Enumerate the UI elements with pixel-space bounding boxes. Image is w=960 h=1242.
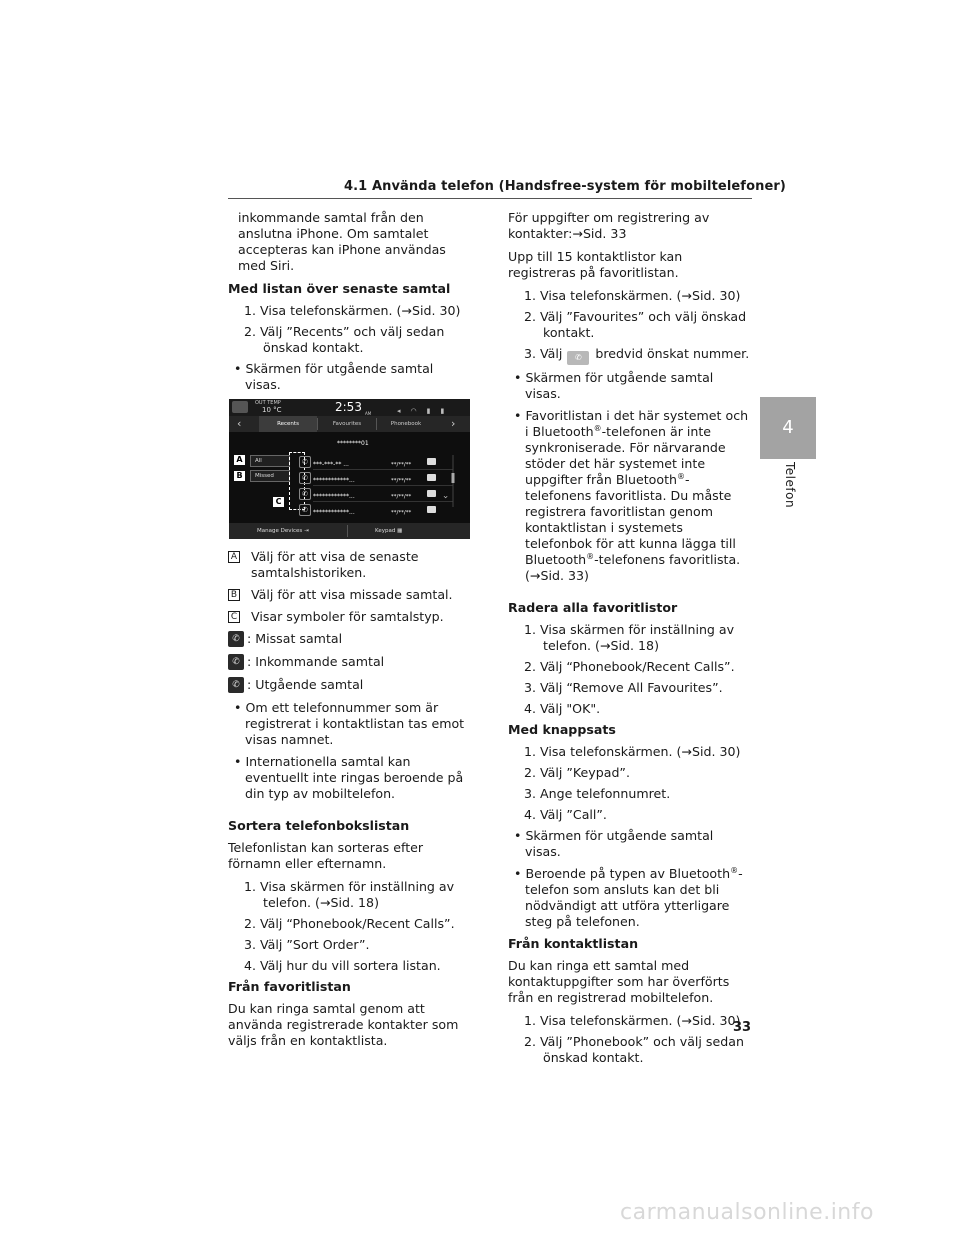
- intro-text: inkommande samtal från den anslutna iPhone. Om samtalet accepteras kan iPhone användas med Siri.: [238, 210, 446, 273]
- sort-step-3: 3. Välj ”Sort Order”.: [244, 937, 370, 952]
- status-bar: [229, 399, 470, 416]
- fav-step-3: 3. Välj ✆ bredvid önskat nummer.: [514, 346, 752, 365]
- bottom-bar: [229, 523, 470, 539]
- page-header: 4.1 Använda telefon (Handsfree-system för mobiltelefoner): [344, 179, 786, 194]
- chapter-tab: 4: [760, 397, 816, 459]
- sort-step-1: 1. Visa skärmen för inställning av telefon. (→Sid. 18): [244, 879, 455, 910]
- missed-call-icon: ✆: [228, 631, 244, 647]
- tab-phonebook[interactable]: Phonebook: [390, 421, 422, 427]
- clock-ampm: AM: [365, 411, 372, 416]
- filter-all-button[interactable]: All: [250, 455, 290, 467]
- phone-tabs: [229, 416, 470, 432]
- fav-bullet-2: • Favoritlistan i det här systemet och i Bluetooth®-telefonen är inte synkroniserade. För närvarande stöder det här systemet inte uppgifter från Bluetooth®-telefonens favoritlista. Du måste registrera favoritlistan genom kontaktlistan i systemets telefonbok för att kunna lägga till Bluetooth®-telefonens favoritlista. (→Sid. 33): [514, 408, 749, 583]
- phone-icon: ✆: [299, 488, 311, 500]
- chapter-label: Telefon: [783, 462, 797, 509]
- chevron-right-icon: ›: [451, 417, 456, 430]
- tab-favourites[interactable]: Favourites: [332, 421, 362, 427]
- delete-step-4: 4. Välj "OK".: [524, 701, 601, 716]
- legend-outgoing: ✆ : Utgående samtal: [228, 677, 472, 693]
- contact-name: ********01: [337, 440, 369, 447]
- battery-icon: ▮: [426, 407, 441, 415]
- filter-missed-button[interactable]: Missed: [250, 470, 290, 482]
- label-a: A: [234, 455, 245, 465]
- contacts-step-1: 1. Visa telefonskärmen. (→Sid. 30): [524, 1013, 741, 1028]
- home-icon: [232, 401, 248, 413]
- sort-text: Telefonlistan kan sorteras efter förnamn eller efternamn.: [228, 840, 424, 871]
- legend-missed: ✆ : Missat samtal: [228, 631, 472, 647]
- manage-devices-button[interactable]: Manage Devices ⇥: [257, 528, 309, 534]
- phone-icon: ✆: [567, 351, 589, 365]
- fav-text: Du kan ringa samtal genom att använda registrerade kontakter som väljs från en kontaktlista.: [228, 1001, 459, 1048]
- recent-step-1: 1. Visa telefonskärmen. (→Sid. 30): [244, 303, 461, 318]
- contacts-heading: Från kontaktlistan: [508, 936, 639, 951]
- page-number: 33: [733, 1020, 752, 1035]
- recent-heading: Med listan över senaste samtal: [228, 281, 451, 296]
- call-row[interactable]: ✆ ************... **/**/**: [299, 504, 449, 517]
- fav-step-2: 2. Välj ”Favourites” och välj önskad kontakt.: [524, 309, 747, 340]
- contacts-step-2: 2. Välj ”Phonebook” och välj sedan önskad kontakt.: [524, 1034, 744, 1065]
- keypad-bullet-1: • Skärmen för utgående samtal visas.: [514, 828, 714, 859]
- delete-step-3: 3. Välj “Remove All Favourites”.: [524, 680, 723, 695]
- legend-c: C Visar symboler för samtalstyp.: [228, 609, 472, 625]
- call-row[interactable]: ✆ ************... **/**/**: [299, 488, 449, 501]
- delete-heading: Radera alla favoritlistor: [508, 600, 678, 615]
- keypad-heading: Med knappsats: [508, 722, 616, 737]
- watermark: carmanualsonline.info: [620, 1200, 874, 1225]
- keypad-icon: ▦: [397, 528, 403, 534]
- keypad-button[interactable]: Keypad ▦: [375, 528, 403, 534]
- sort-heading: Sortera telefonbokslistan: [228, 818, 410, 833]
- sort-step-2: 2. Välj “Phonebook/Recent Calls”.: [244, 916, 455, 931]
- message-icon: [427, 474, 436, 481]
- call-row[interactable]: ✆ ***-***-** ... **/**/**: [299, 456, 449, 469]
- keypad-step-2: 2. Välj ”Keypad”.: [524, 765, 630, 780]
- keypad-step-3: 3. Ange telefonnumret.: [524, 786, 671, 801]
- delete-step-1: 1. Visa skärmen för inställning av telefon. (→Sid. 18): [524, 622, 735, 653]
- volume-icon: ◂: [397, 407, 411, 415]
- message-icon: [427, 458, 436, 465]
- fav-heading: Från favoritlistan: [228, 979, 351, 994]
- scrollbar[interactable]: [451, 455, 455, 507]
- tab-recents[interactable]: Recents: [259, 416, 317, 432]
- keypad-step-4: 4. Välj ”Call”.: [524, 807, 607, 822]
- left-column: [228, 210, 472, 1056]
- call-row[interactable]: ✆ ************... **/**/**: [299, 472, 449, 485]
- legend-a: A Välj för att visa de senaste samtalshistoriken.: [228, 549, 472, 581]
- phone-screen-image: [229, 399, 470, 539]
- label-b: B: [234, 471, 245, 481]
- bullet-name-display: • Om ett telefonnummer som är registrerat i kontaktlistan tas emot visas namnet.: [234, 700, 465, 747]
- contacts-text: Du kan ringa ett samtal med kontaktuppgifter som har överförts från en registrerad mobiltelefon.: [508, 958, 730, 1005]
- legend-incoming: ✆ : Inkommande samtal: [228, 654, 472, 670]
- message-icon: [427, 490, 436, 497]
- chevron-left-icon: ‹: [237, 417, 242, 430]
- reg-text: För uppgifter om registrering av kontakter:→Sid. 33: [508, 210, 710, 241]
- right-column: [508, 210, 752, 1071]
- keypad-bullet-2: • Beroende på typen av Bluetooth®-telefon som ansluts kan det bli nödvändigt att utföra ytterligare steg på telefonen.: [514, 865, 743, 929]
- out-temp-value: 10 °C: [262, 406, 282, 414]
- keypad-step-1: 1. Visa telefonskärmen. (→Sid. 30): [524, 744, 741, 759]
- header-rule: [228, 198, 752, 199]
- wifi-icon: ◠: [410, 407, 427, 415]
- outgoing-call-icon: ✆: [228, 677, 244, 693]
- clock: 2:53: [335, 400, 362, 414]
- message-icon: [427, 506, 436, 513]
- fav-step-1: 1. Visa telefonskärmen. (→Sid. 30): [524, 288, 741, 303]
- recent-step-2: 2. Välj ”Recents” och välj sedan önskad kontakt.: [244, 324, 445, 355]
- recent-bullet-1: • Skärmen för utgående samtal visas.: [234, 361, 434, 392]
- chevron-down-icon[interactable]: ›: [439, 495, 450, 499]
- legend-b: B Välj för att visa missade samtal.: [228, 587, 472, 603]
- delete-step-2: 2. Välj “Phonebook/Recent Calls”.: [524, 659, 735, 674]
- phone-icon: ✆: [299, 472, 311, 484]
- out-temp-label: OUT TEMP: [255, 400, 281, 406]
- incoming-call-icon: ✆: [228, 654, 244, 670]
- label-c: C: [273, 497, 284, 507]
- phone-icon: ✆: [299, 504, 311, 516]
- phone-icon: ✆: [299, 456, 311, 468]
- sort-step-4: 4. Välj hur du vill sortera listan.: [244, 958, 441, 973]
- bullet-international: • Internationella samtal kan eventuellt inte ringas beroende på din typ av mobiltelefon.: [234, 754, 464, 801]
- signal-icon: ▮: [440, 407, 455, 415]
- device-icon: ⇥: [304, 528, 309, 534]
- fav-bullet-1: • Skärmen för utgående samtal visas.: [514, 370, 714, 401]
- upp-text: Upp till 15 kontaktlistor kan registreras på favoritlistan.: [508, 249, 683, 280]
